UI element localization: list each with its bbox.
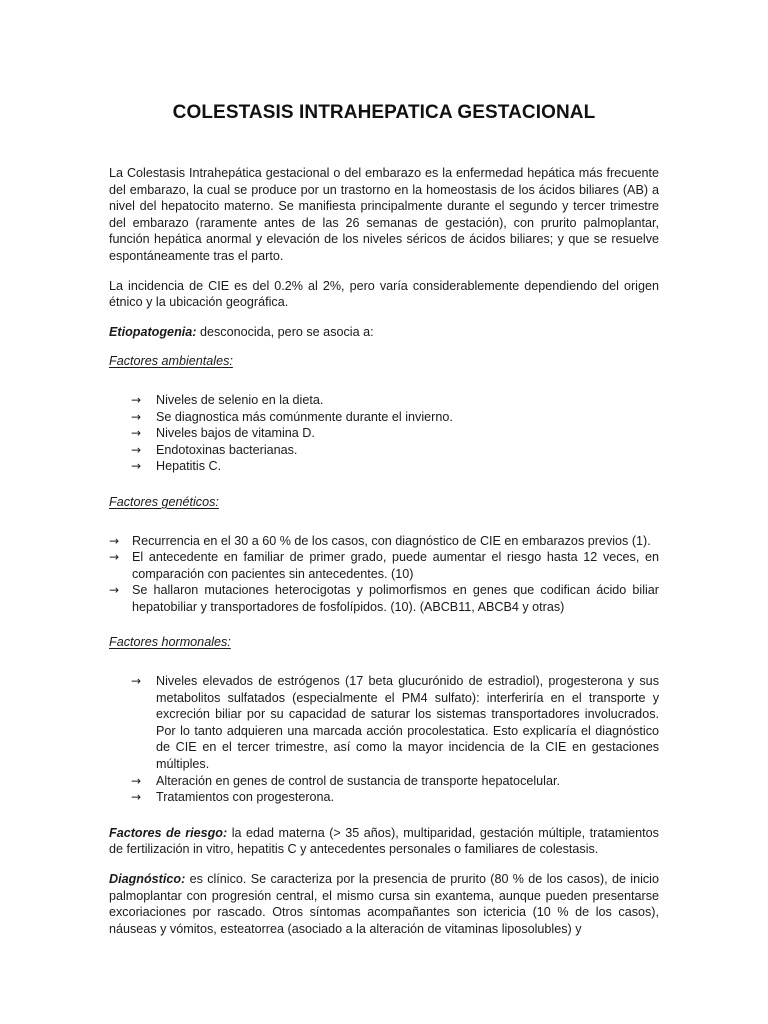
list-item-text: Niveles elevados de estrógenos (17 beta glucurónido de estradiol), progesterona y sus metabolitos sulfatados (especialmente el PM4 sulfato): interferiría en el transporte y excreción biliar por su capacidad de saturar los sistemas transportadores involucrados. Por lo tanto adquieren una marcada acción procolestatica. Esto explicaría el diagnóstico de CIE en el tercer trimestre, así como la mayor incidencia de la CIE en gestaciones múltiples. — [156, 674, 659, 772]
list-item-text: Tratamientos con progesterona. — [156, 790, 335, 805]
arrow-icon: → — [131, 459, 142, 474]
arrow-icon: → — [109, 533, 120, 548]
list-item-text: Endotoxinas bacterianas. — [156, 442, 298, 457]
arrow-icon: → — [109, 550, 120, 565]
intro-paragraph: La Colestasis Intrahepática gestacional o del embarazo es la enfermedad hepática más frecuente del embarazo, la cual se produce por un trastorno en la homeostasis de los ácidos biliares (AB) a nivel del hepatocito materno. Se manifiesta principalmente durante el segundo y tercer trimestre del embarazo (raramente antes de las 26 semanas de gestación), con prurito palmoplantar, función hepática anormal y elevación de los niveles séricos de ácidos biliares; y que se resuelve espontáneamente tras el parto. — [109, 166, 659, 263]
list-item-text: Alteración en genes de control de sustancia de transporte hepatocelular. — [156, 773, 560, 788]
diagnosis-label: Diagnóstico: — [109, 872, 186, 886]
list-item-text: Se hallaron mutaciones heterocigotas y polimorfismos en genes que codifican ácido biliar hepatobiliar y transportadores de fosfolípidos. (10). (ABCB11, ABCB4 y otras) — [132, 583, 659, 614]
list-item-text: Niveles de selenio en la dieta. — [156, 392, 324, 407]
hormonal-factors-list — [109, 673, 659, 806]
list-item — [109, 409, 659, 426]
list-item — [109, 773, 659, 790]
list-item — [109, 582, 659, 615]
list-item — [109, 425, 659, 442]
list-item — [109, 458, 659, 475]
list-item-text: Se diagnostica más comúnmente durante el invierno. — [156, 409, 453, 424]
list-item-text: El antecedente en familiar de primer grado, puede aumentar el riesgo hasta 12 veces, en comparación con pacientes sin antecedentes. (10) — [132, 550, 659, 581]
arrow-icon: → — [109, 583, 120, 598]
etiopathogenesis-label: Etiopatogenia: — [109, 324, 197, 339]
arrow-icon: → — [131, 426, 142, 441]
arrow-icon: → — [131, 674, 142, 689]
hormonal-factors-heading: Factores hormonales: — [109, 635, 231, 650]
risk-factors-label: Factores de riesgo: — [109, 825, 228, 840]
environmental-factors-heading: Factores ambientales: — [109, 354, 233, 369]
list-item — [109, 673, 659, 773]
list-item-text: Hepatitis C. — [156, 459, 222, 474]
list-item — [109, 442, 659, 459]
risk-factors-text: la edad materna (> 35 años), multiparidad, gestación múltiple, tratamientos de fertilización in vitro, hepatitis C y antecedentes personales o familiares de colestasis. — [109, 825, 659, 857]
diagnosis-text: es clínico. Se caracteriza por la presencia de prurito (80 % de los casos), de inicio palmoplantar con progresión central, el mismo cursa sin exantema, aunque pueden presentarse excoriaciones por rascado. Otros síntomas acompañantes son ictericia (10 % de los casos), náuseas y vómitos, esteatorrea (asociado a la alteración de vitaminas liposolubles) y — [109, 872, 659, 936]
list-item-text: Niveles bajos de vitamina D. — [156, 426, 315, 441]
list-item — [109, 789, 659, 806]
arrow-icon: → — [131, 409, 142, 424]
arrow-icon: → — [131, 442, 142, 457]
incidence-paragraph: La incidencia de CIE es del 0.2% al 2%, pero varía considerablemente dependiendo del origen étnico y la ubicación geográfica. — [109, 278, 659, 310]
document-title: COLESTASIS INTRAHEPATICA GESTACIONAL — [172, 102, 596, 123]
etiopathogenesis-text: desconocida, pero se asocia a: — [196, 324, 374, 339]
risk-factors-paragraph — [109, 825, 659, 858]
diagnosis-paragraph — [109, 871, 659, 937]
list-item — [109, 392, 659, 409]
arrow-icon: → — [131, 773, 142, 788]
genetic-factors-heading: Factores genéticos: — [109, 494, 219, 509]
arrow-icon: → — [131, 392, 142, 407]
arrow-icon: → — [131, 790, 142, 805]
etiopathogenesis-paragraph — [109, 324, 659, 341]
environmental-factors-list — [109, 392, 659, 475]
list-item — [109, 549, 659, 582]
list-item-text: Recurrencia en el 30 a 60 % de los casos, con diagnóstico de CIE en embarazos previos (1). — [132, 533, 651, 548]
list-item — [109, 533, 659, 550]
genetic-factors-list — [109, 533, 659, 616]
